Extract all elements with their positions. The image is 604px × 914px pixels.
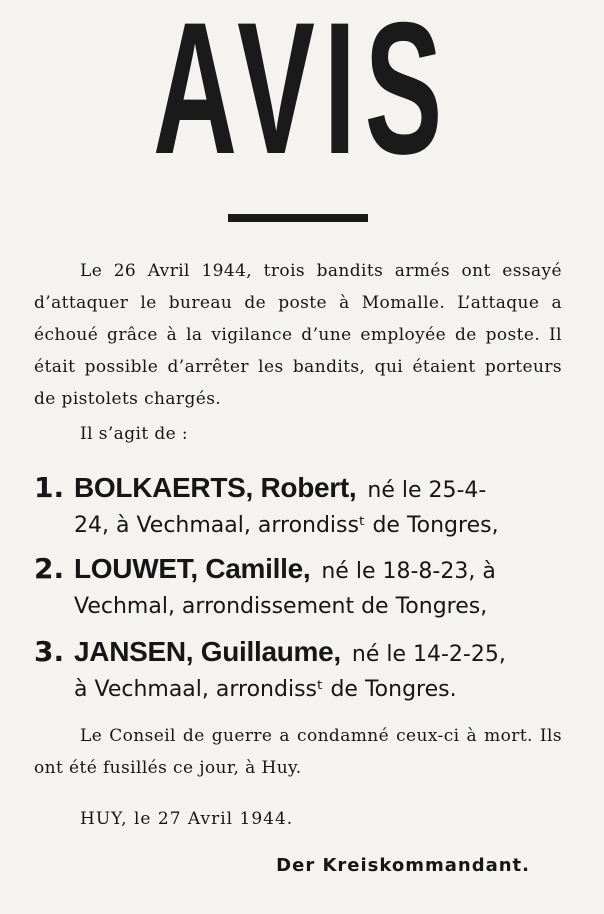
birth-place: Vechmal, arrondissement de Tongres,	[74, 594, 488, 619]
person-name: BOLKAERTS, Robert,	[74, 472, 357, 503]
intro-text: Le 26 Avril 1944, trois bandits armés ont essayé d’attaquer le bureau de poste à Momalle. L’attaque a échoué grâce à la vigilance d’une employée de poste. Il était possible d’arrêter les bandits, qui étaient porteurs de pistolets chargés.	[34, 261, 562, 409]
verdict-paragraph	[34, 720, 562, 784]
item-number: 1.	[34, 471, 65, 504]
birth-place: à Vechmaal, arrondissᵗ de Tongres.	[74, 677, 457, 702]
poster-title: AVIS	[152, 0, 452, 193]
birth-info: né le 14-2-25,	[351, 642, 506, 667]
title-underline	[228, 214, 368, 222]
person-name: LOUWET, Camille,	[74, 553, 311, 584]
verdict-text: Le Conseil de guerre a condamné ceux-ci à mort. Ils ont été fusillés ce jour, à Huy.	[34, 726, 562, 778]
item-number: 2.	[34, 552, 65, 585]
birth-info: né le 25-4-	[367, 478, 487, 503]
birth-info: né le 18-8-23, à	[321, 559, 496, 584]
place-date: HUY, le 27 Avril 1944.	[80, 809, 294, 829]
birth-place: 24, à Vechmaal, arrondissᵗ de Tongres,	[74, 513, 499, 538]
list-lead-in: Il s’agit de :	[80, 424, 189, 444]
item-number: 3.	[34, 635, 65, 668]
signature: Der Kreiskommandant.	[276, 855, 530, 876]
person-name: JANSEN, Guillaume,	[74, 636, 341, 667]
intro-paragraph	[34, 255, 562, 415]
